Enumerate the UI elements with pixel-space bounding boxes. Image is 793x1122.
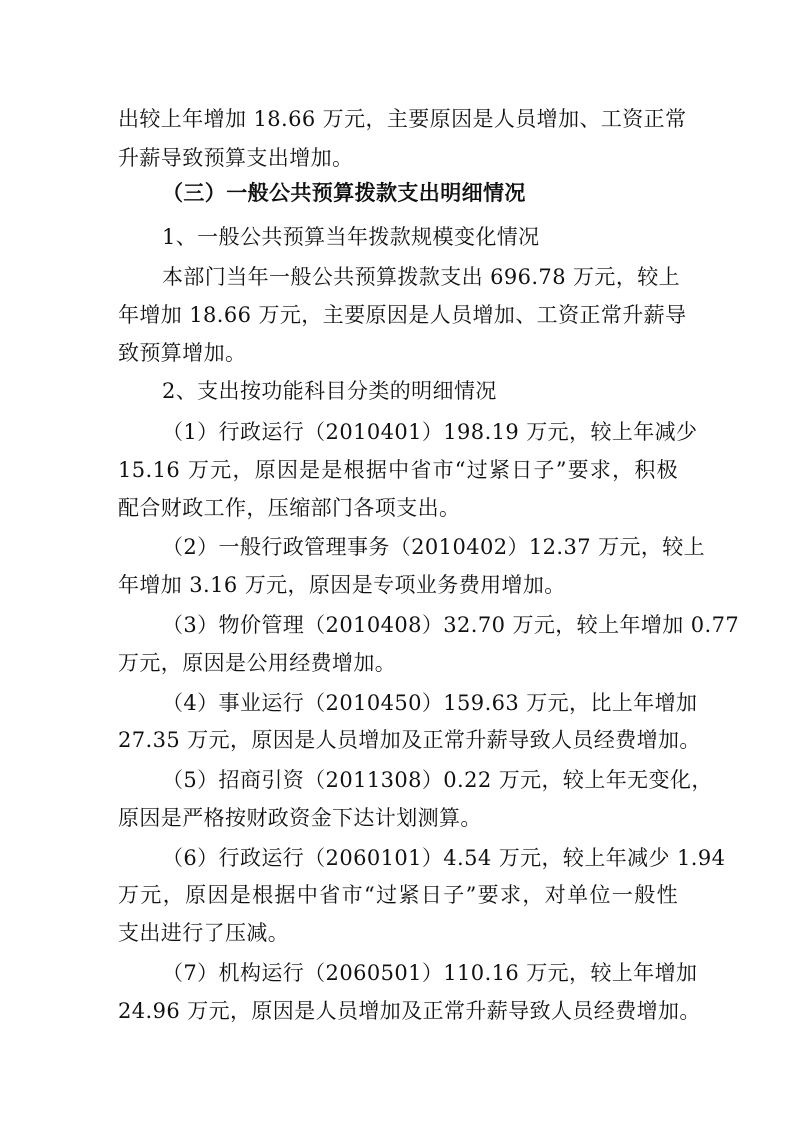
item-4-line-2: 27.35 万元，原因是人员增加及正常升薪导致人员经费增加。: [118, 728, 701, 752]
item-5-line-1: （5）招商引资（2011308）0.22 万元，较上年无变化，: [162, 768, 713, 792]
item-3-line-2: 万元，原因是公用经费增加。: [118, 651, 397, 675]
item-1-line-3: 配合财政工作，压缩部门各项支出。: [118, 496, 461, 520]
item-7-line-1: （7）机构运行（2060501）110.16 万元，较上年增加: [162, 961, 698, 985]
item-2-line-2: 年增加 3.16 万元，原因是专项业务费用增加。: [118, 573, 566, 597]
item-1-line-2: 15.16 万元，原因是是根据中省市“过紧日子”要求，积极: [118, 458, 678, 482]
text-line-5: 本部门当年一般公共预算拨款支出 696.78 万元，较上: [162, 265, 681, 289]
item-6-line-2: 万元，原因是根据中省市“过紧日子”要求，对单位一般性: [118, 883, 678, 907]
text-line-7: 致预算增加。: [118, 341, 247, 365]
subsection-heading-2: 2、支出按功能科目分类的明细情况: [162, 379, 497, 403]
text-line-6: 年增加 18.66 万元，主要原因是人员增加、工资正常升薪导: [118, 303, 687, 327]
item-6-line-3: 支出进行了压减。: [118, 921, 290, 945]
item-2-line-1: （2）一般行政管理事务（2010402）12.37 万元，较上: [162, 535, 706, 559]
item-4-line-1: （4）事业运行（2010450）159.63 万元，比上年增加: [162, 691, 698, 715]
subsection-heading-1: 1、一般公共预算当年拨款规模变化情况: [162, 225, 540, 249]
section-heading: （三）一般公共预算拨款支出明细情况: [162, 181, 526, 205]
item-1-line-1: （1）行政运行（2010401）198.19 万元，较上年减少: [162, 420, 698, 444]
item-5-line-2: 原因是严格按财政资金下达计划测算。: [118, 806, 482, 830]
item-6-line-1: （6）行政运行（2060101）4.54 万元，较上年减少 1.94: [162, 846, 726, 870]
text-line-1: 出较上年增加 18.66 万元，主要原因是人员增加、工资正常: [118, 107, 687, 131]
item-3-line-1: （3）物价管理（2010408）32.70 万元，较上年增加 0.77: [162, 613, 740, 637]
item-7-line-2: 24.96 万元，原因是人员增加及正常升薪导致人员经费增加。: [118, 999, 701, 1023]
text-line-2: 升薪导致预算支出增加。: [118, 146, 354, 170]
